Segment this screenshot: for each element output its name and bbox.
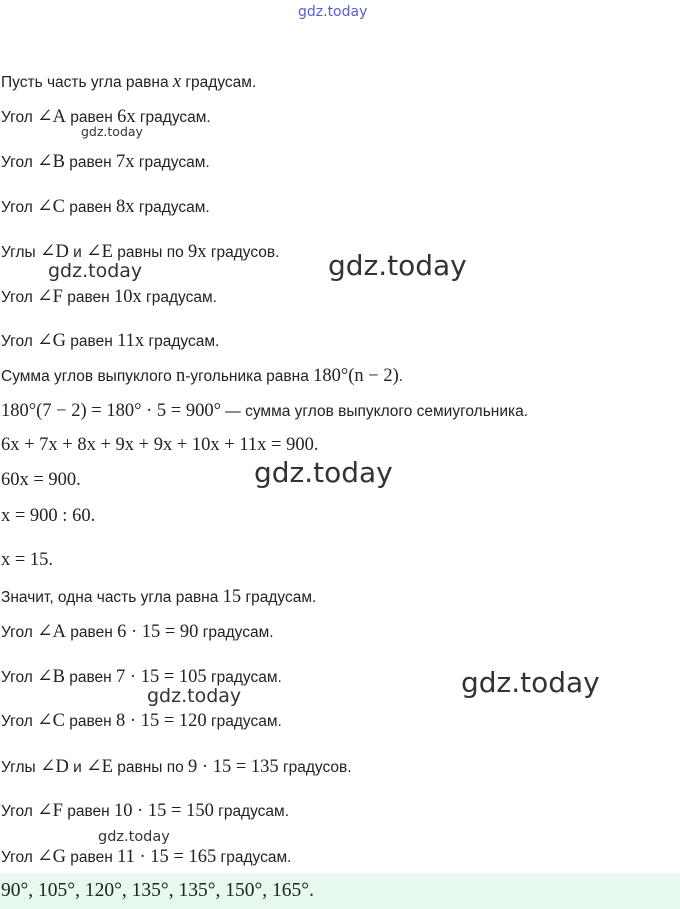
text: равен	[64, 713, 117, 730]
solution-line-4	[1, 197, 210, 218]
text: равен	[62, 289, 114, 306]
math: 11 · 15 = 165	[117, 847, 217, 867]
text: Угол	[1, 803, 38, 820]
text: градусов.	[206, 244, 280, 261]
text: Угол	[1, 109, 38, 126]
equation-x-value: x = 15.	[1, 550, 54, 570]
watermark: gdz.today	[147, 685, 242, 707]
math: ∠C	[37, 711, 65, 731]
text: Значит, одна часть угла равна	[1, 589, 223, 606]
text: Угол	[1, 849, 38, 866]
solution-line-19	[1, 801, 289, 822]
math: ∠D	[39, 242, 69, 262]
math: ∠A	[37, 622, 66, 642]
text: равен	[64, 669, 117, 686]
text: равен	[64, 154, 117, 171]
watermark: gdz.today	[48, 260, 143, 282]
math: ∠B	[37, 152, 65, 172]
math: 6x	[117, 107, 136, 127]
math: 180°(7 − 2) = 180° · 5 = 900°	[1, 401, 221, 421]
math: ∠C	[37, 197, 65, 217]
math: 11x	[117, 331, 145, 351]
text: Угол	[1, 669, 38, 686]
header-watermark[interactable]: gdz.today	[298, 4, 368, 20]
text: -угольника равна	[185, 368, 314, 385]
watermark: gdz.today	[81, 124, 143, 139]
equation-sum: 6x + 7x + 8x + 9x + 9x + 10x + 11x = 900.	[1, 435, 319, 455]
text: Пусть часть угла равна	[1, 74, 173, 91]
text: .	[398, 368, 404, 385]
text: равен	[65, 624, 118, 641]
solution-line-3	[1, 152, 210, 173]
text: градусам.	[198, 624, 274, 641]
solution-line-9	[1, 401, 528, 422]
math: 8x	[116, 197, 135, 217]
equation-x-div: x = 900 : 60.	[1, 506, 96, 526]
math: 10x	[114, 287, 142, 307]
math: ∠F	[37, 287, 63, 307]
solution-line-1	[1, 72, 256, 93]
text: равен	[65, 849, 118, 866]
math: 7 · 15 = 105	[116, 667, 207, 687]
math: 9 · 15 = 135	[188, 757, 279, 777]
math: ∠G	[37, 331, 66, 351]
text: Угол	[1, 289, 38, 306]
watermark: gdz.today	[98, 829, 170, 845]
math: 180°(n − 2)	[313, 366, 399, 386]
solution-line-18	[1, 757, 352, 778]
text: Углы	[1, 244, 40, 261]
text: Угол	[1, 624, 38, 641]
text: Угол	[1, 199, 38, 216]
text: градусов.	[278, 759, 352, 776]
math: 7x	[116, 152, 135, 172]
answer-box	[0, 873, 680, 909]
text: равен	[62, 803, 114, 820]
math: 10 · 15 = 150	[114, 801, 214, 821]
text: градусам.	[206, 669, 282, 686]
math: ∠D	[39, 757, 69, 777]
solution-line-20	[1, 847, 291, 868]
math: x	[172, 72, 182, 92]
text: градусам.	[213, 803, 290, 820]
math: ∠G	[37, 847, 66, 867]
solution-line-7	[1, 331, 219, 352]
text: Угол	[1, 333, 38, 350]
math: 15	[222, 587, 242, 607]
math: ∠E	[86, 757, 113, 777]
math: ∠A	[37, 107, 66, 127]
text: равны по	[112, 759, 189, 776]
text: градусам.	[216, 849, 292, 866]
text: градусам.	[144, 333, 220, 350]
text: равны по	[112, 244, 189, 261]
text: градусам.	[134, 154, 210, 171]
math: n	[176, 366, 186, 386]
text: — сумма углов выпуклого семиугольника.	[220, 403, 529, 420]
text: градусам.	[135, 109, 211, 126]
text: и	[68, 244, 87, 261]
solution-line-17	[1, 711, 282, 732]
answer-text: 90°, 105°, 120°, 135°, 135°, 150°, 165°.	[1, 880, 314, 901]
text: равен	[65, 333, 118, 350]
math: 9x	[188, 242, 207, 262]
math: ∠B	[37, 667, 65, 687]
text: градусам.	[134, 199, 210, 216]
text: равен	[65, 109, 118, 126]
solution-line-8	[1, 366, 403, 387]
text: Сумма углов выпуклого	[1, 368, 177, 385]
text: градусам.	[241, 589, 317, 606]
math: ∠F	[37, 801, 63, 821]
text: градусам.	[141, 289, 217, 306]
math: 6 · 15 = 90	[117, 622, 199, 642]
text: равен	[64, 199, 117, 216]
solution-line-6	[1, 287, 217, 308]
math: 8 · 15 = 120	[116, 711, 207, 731]
text: градусам.	[181, 74, 257, 91]
solution-line-14	[1, 587, 316, 608]
text: Угол	[1, 713, 38, 730]
text: Угол	[1, 154, 38, 171]
text: градусам.	[206, 713, 282, 730]
text: и	[68, 759, 87, 776]
math: ∠E	[86, 242, 113, 262]
equation-60x: 60x = 900.	[1, 470, 81, 490]
solution-line-15	[1, 622, 274, 643]
watermark: gdz.today	[461, 666, 600, 699]
watermark: gdz.today	[328, 249, 467, 282]
watermark: gdz.today	[254, 456, 393, 489]
text: Углы	[1, 759, 40, 776]
